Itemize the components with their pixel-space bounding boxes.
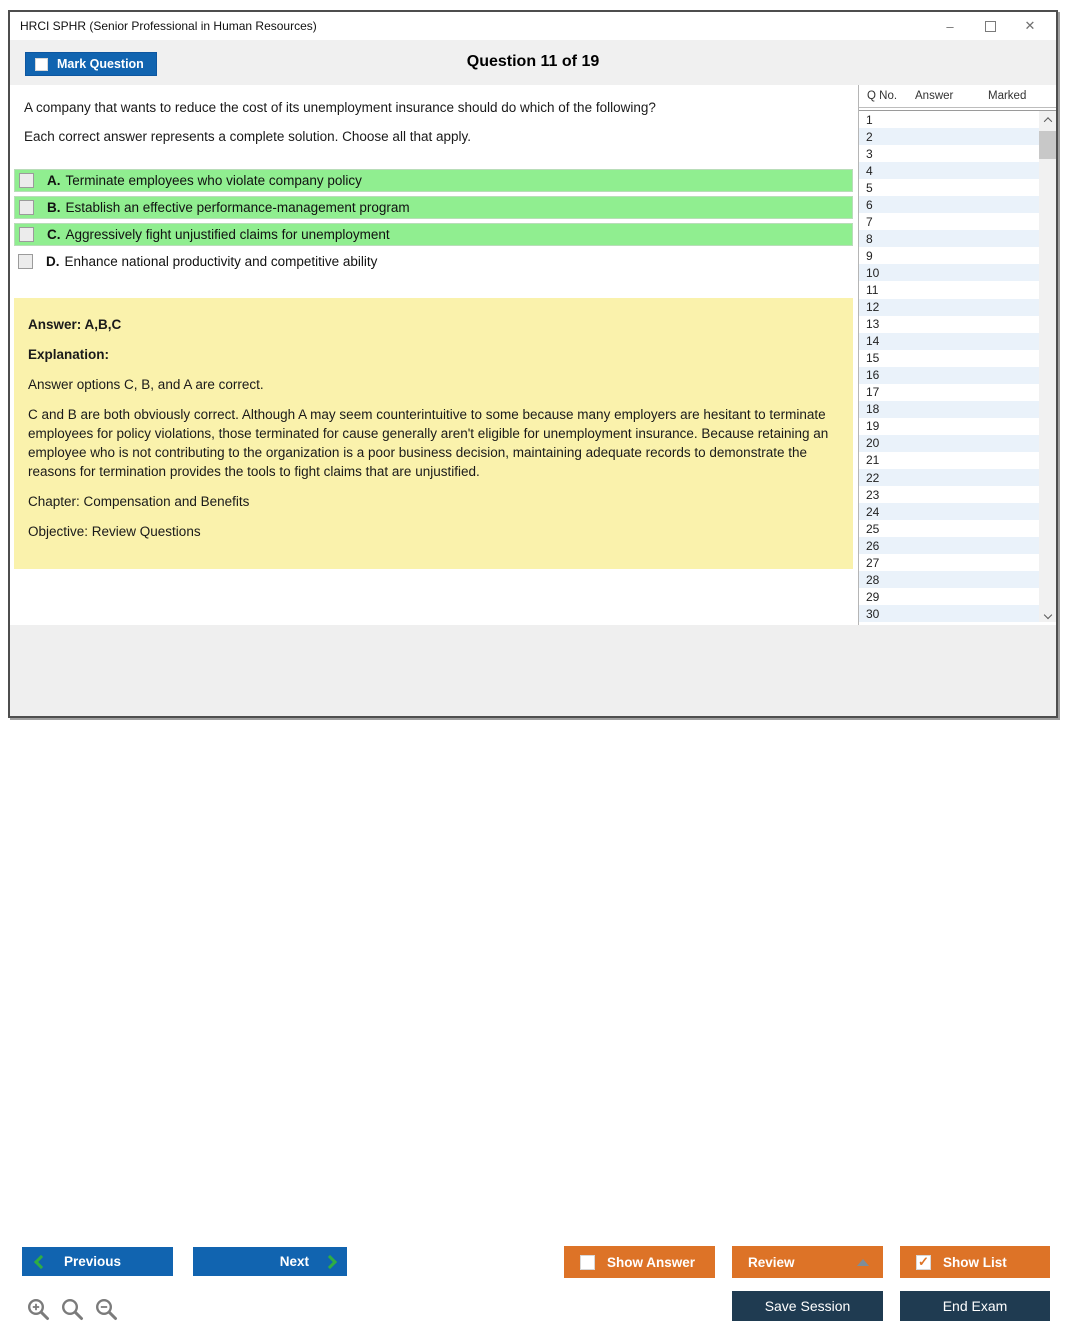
question-list-row[interactable]: 30	[859, 605, 1039, 622]
question-list-row[interactable]: 7	[859, 213, 1039, 230]
option-b-letter: B.	[47, 200, 61, 215]
chevron-left-icon	[34, 1254, 48, 1268]
show-answer-button[interactable]	[564, 1246, 715, 1278]
question-list-row[interactable]: 18	[859, 401, 1039, 418]
explanation-chapter: Chapter: Compensation and Benefits	[28, 494, 250, 509]
zoom-tools	[26, 1297, 119, 1322]
question-list-row[interactable]: 24	[859, 503, 1039, 520]
review-button[interactable]	[732, 1246, 883, 1278]
option-a-letter: A.	[47, 173, 61, 188]
show-list-checkbox[interactable]	[916, 1255, 931, 1270]
question-list	[859, 110, 1056, 622]
column-answer: Answer	[915, 90, 954, 102]
save-session-label: Save Session	[764, 1298, 851, 1314]
question-list-row[interactable]: 12	[859, 299, 1039, 316]
question-list-row[interactable]: 13	[859, 316, 1039, 333]
save-session-button[interactable]	[732, 1291, 883, 1321]
header-strip	[10, 40, 1056, 85]
explanation-summary: Answer options C, B, and A are correct.	[28, 377, 264, 392]
question-list-row[interactable]: 4	[859, 162, 1039, 179]
next-label: Next	[279, 1254, 309, 1269]
option-a-text: Terminate employees who violate company policy	[65, 173, 362, 188]
question-list-row[interactable]: 5	[859, 179, 1039, 196]
explanation-label: Explanation:	[28, 347, 110, 362]
app-window	[8, 10, 1058, 1314]
end-exam-label: End Exam	[942, 1298, 1008, 1314]
answer-options	[14, 169, 853, 273]
explanation-box	[14, 298, 853, 569]
option-b-text: Establish an effective performance-management program	[65, 200, 410, 215]
question-list-row[interactable]: 6	[859, 196, 1039, 213]
question-instruction: Each correct answer represents a complete solution. Choose all that apply.	[24, 129, 471, 144]
option-c-text: Aggressively fight unjustified claims for unemployment	[65, 227, 390, 242]
window-title: HRCI SPHR (Senior Professional in Human Resources)	[20, 19, 317, 33]
mark-question-label: Mark Question	[57, 57, 144, 71]
previous-button[interactable]	[22, 1247, 173, 1276]
previous-label: Previous	[64, 1254, 122, 1269]
question-list-row[interactable]: 27	[859, 554, 1039, 571]
option-d-text: Enhance national productivity and competitive ability	[64, 254, 378, 269]
answer-line: Answer: A,B,C	[28, 317, 122, 332]
question-list-row[interactable]: 19	[859, 418, 1039, 435]
answer-option-b[interactable]	[14, 196, 853, 219]
zoom-in-icon[interactable]	[26, 1297, 51, 1322]
answer-option-a[interactable]	[14, 169, 853, 192]
option-d-letter: D.	[46, 254, 60, 269]
scroll-up-icon[interactable]	[1039, 111, 1056, 128]
option-c-checkbox[interactable]	[19, 227, 34, 242]
question-list-row[interactable]: 25	[859, 520, 1039, 537]
question-list-row[interactable]: 8	[859, 230, 1039, 247]
question-list-panel	[858, 85, 1056, 625]
question-list-row[interactable]: 1	[859, 111, 1039, 128]
question-text: A company that wants to reduce the cost of its unemployment insurance should do which of the following?	[24, 100, 656, 115]
question-list-header	[859, 85, 1056, 108]
question-list-row[interactable]: 26	[859, 537, 1039, 554]
question-list-row[interactable]: 14	[859, 333, 1039, 350]
show-answer-label: Show Answer	[607, 1254, 696, 1270]
maximize-icon[interactable]	[970, 12, 1010, 40]
chevron-right-icon	[323, 1254, 337, 1268]
question-counter: Question 11 of 19	[466, 53, 600, 70]
show-list-button[interactable]	[900, 1246, 1050, 1278]
question-list-row[interactable]: 21	[859, 452, 1039, 469]
mark-question-checkbox[interactable]	[35, 58, 48, 71]
option-d-checkbox[interactable]	[18, 254, 33, 269]
question-list-row[interactable]: 28	[859, 571, 1039, 588]
minimize-icon[interactable]: –	[946, 18, 954, 34]
end-exam-button[interactable]	[900, 1291, 1050, 1321]
review-label: Review	[748, 1254, 795, 1270]
question-list-row[interactable]: 16	[859, 367, 1039, 384]
answer-option-d[interactable]	[14, 250, 853, 273]
option-a-checkbox[interactable]	[19, 173, 34, 188]
content-area	[10, 85, 1056, 625]
scroll-down-icon[interactable]	[1039, 606, 1056, 622]
question-list-row[interactable]: 3	[859, 145, 1039, 162]
question-list-scrollbar[interactable]	[1039, 111, 1056, 622]
column-marked: Marked	[988, 90, 1027, 102]
bottom-bar	[10, 625, 1056, 1314]
option-c-letter: C.	[47, 227, 61, 242]
question-list-rows	[859, 111, 1039, 622]
question-list-row[interactable]: 15	[859, 350, 1039, 367]
title-bar	[10, 12, 1056, 40]
answer-option-c[interactable]	[14, 223, 853, 246]
scrollbar-thumb[interactable]	[1039, 131, 1056, 159]
question-list-row[interactable]: 22	[859, 469, 1039, 486]
option-b-checkbox[interactable]	[19, 200, 34, 215]
question-list-row[interactable]: 17	[859, 384, 1039, 401]
question-list-row[interactable]: 9	[859, 247, 1039, 264]
show-answer-checkbox[interactable]	[580, 1255, 595, 1270]
question-panel	[10, 85, 858, 625]
question-list-row[interactable]: 20	[859, 435, 1039, 452]
next-button[interactable]	[193, 1247, 347, 1276]
zoom-reset-icon[interactable]	[60, 1297, 85, 1322]
show-list-label: Show List	[943, 1254, 1007, 1270]
question-list-row[interactable]: 23	[859, 486, 1039, 503]
question-list-row[interactable]: 11	[859, 281, 1039, 298]
window-controls	[930, 12, 1050, 40]
question-list-row[interactable]: 2	[859, 128, 1039, 145]
explanation-detail: C and B are both obviously correct. Although A may seem counterintuitive to some because many employers are hesitant to terminate employees for policy violations, those terminated for cause generally aren't eligible for unemployment insurance. Because retaining an employee who is not contributing to the organization is a poor business decision, maintaining adequate records to demonstrate the reasons for termination provides the tools to fight claims that are unjustified.	[28, 407, 829, 479]
mark-question-button[interactable]	[25, 52, 157, 76]
question-list-row[interactable]: 10	[859, 264, 1039, 281]
triangle-up-icon	[857, 1259, 869, 1266]
zoom-out-icon[interactable]	[94, 1297, 119, 1322]
question-list-row[interactable]: 29	[859, 588, 1039, 605]
column-qno: Q No.	[867, 90, 898, 102]
explanation-objective: Objective: Review Questions	[28, 524, 201, 539]
close-icon[interactable]: ✕	[1024, 18, 1036, 33]
